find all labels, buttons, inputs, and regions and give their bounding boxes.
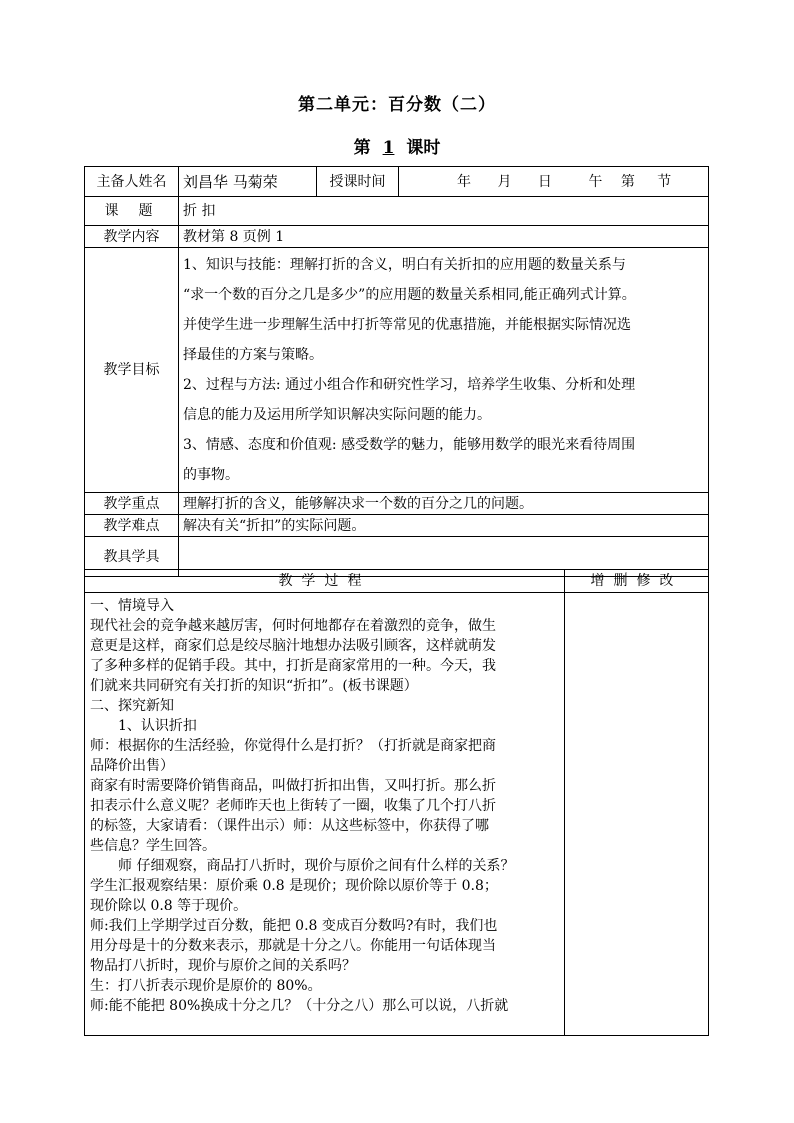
revision-header: 增删修改 bbox=[565, 570, 709, 593]
lesson-suffix: 课时 bbox=[406, 138, 441, 158]
process-line: 品降价出售） bbox=[90, 758, 174, 774]
goal-line: 1、知识与技能：理解打折的含义，明白有关折扣的应用题的数量关系与 bbox=[183, 257, 626, 273]
goal-line: 2、过程与方法: 通过小组合作和研究性学习，培养学生收集、分析和处理 bbox=[183, 377, 636, 393]
date-year: 年 bbox=[457, 173, 471, 190]
process-line: 用分母是十的分数来表示，那就是十分之八。你能用一句话体现当 bbox=[90, 938, 496, 954]
lesson-number bbox=[0, 133, 794, 158]
goal-line: 信息的能力及运用所学知识解决实际问题的能力。 bbox=[183, 407, 491, 423]
content-label: 教学内容 bbox=[85, 226, 179, 248]
process-line: 扣表示什么意义呢？老师昨天也上街转了一圈，收集了几个打八折 bbox=[90, 798, 496, 814]
lesson-num: 1 bbox=[382, 138, 395, 158]
date-period-prefix: 第 bbox=[620, 173, 635, 190]
process-line: 师:能不能把 80%换成十分之几？（十分之八）那么可以说，八折就 bbox=[90, 998, 509, 1014]
process-line: 商家有时需要降价销售商品，叫做打折扣出售，又叫打折。那么折 bbox=[90, 778, 496, 794]
process-line: 1、认识折扣 bbox=[118, 718, 197, 734]
process-line: 了多种多样的促销手段。其中，打折是商家常用的一种。今天，我 bbox=[90, 658, 496, 674]
process-content bbox=[85, 593, 565, 1036]
goal-line: 的事物。 bbox=[183, 467, 239, 483]
goal-line: “求一个数的百分之几是多少”的应用题的数量关系相同,能正确列式计算。 bbox=[183, 287, 636, 303]
date-noon: 午 bbox=[588, 173, 603, 190]
date-day: 日 bbox=[537, 173, 552, 190]
process-line: 师 仔细观察，商品打八折时，现价与原价之间有什么样的关系？ bbox=[118, 858, 515, 874]
process-line: 些信息？学生回答。 bbox=[90, 838, 216, 854]
process-line: 物品打八折时，现价与原价之间的关系吗？ bbox=[90, 958, 356, 974]
process-line: 一、情境导入 bbox=[90, 598, 174, 614]
document-title: 第二单元：百分数（二） bbox=[298, 95, 496, 115]
date-month: 月 bbox=[497, 173, 512, 190]
topic-value: 折 扣 bbox=[179, 197, 709, 226]
goal-line: 3、情感、态度和价值观: 感受数学的魅力，能够用数学的眼光来看待周围 bbox=[183, 437, 636, 453]
topic-label: 课题 bbox=[85, 197, 179, 226]
revision-notes[interactable] bbox=[565, 593, 709, 1036]
goals-label: 教学目标 bbox=[85, 248, 179, 493]
teaching-process-table bbox=[84, 569, 709, 1036]
process-line: 师:我们上学期学过百分数，能把 0.8 变成百分数吗?有时，我们也 bbox=[90, 918, 498, 934]
difficulty-label: 教学难点 bbox=[85, 515, 179, 537]
preparer-label: 主备人姓名 bbox=[85, 167, 179, 197]
process-line: 生：打八折表示现价是原价的 80%。 bbox=[90, 978, 322, 994]
key-point-label: 教学重点 bbox=[85, 493, 179, 515]
process-line: 二、探究新知 bbox=[90, 698, 174, 714]
process-line: 现价除以 0.8 等于现价。 bbox=[90, 898, 248, 914]
key-point-value: 理解打折的含义，能够解决求一个数的百分之几的问题。 bbox=[179, 493, 709, 515]
preparer-value: 刘昌华 马菊荣 bbox=[179, 167, 317, 197]
lesson-info-table bbox=[84, 166, 709, 577]
process-line: 的标签，大家请看：（课件出示）师：从这些标签中，你获得了哪 bbox=[90, 818, 489, 834]
process-line: 现代社会的竞争越来越厉害，何时何地都存在着激烈的竞争，做生 bbox=[90, 618, 496, 634]
goal-line: 并使学生进一步理解生活中打折等常见的优惠措施，并能根据实际情况选 bbox=[183, 317, 631, 333]
process-line: 师：根据你的生活经验，你觉得什么是打折？（打折就是商家把商 bbox=[90, 738, 496, 754]
process-header: 教学过程 bbox=[85, 570, 565, 593]
lesson-prefix: 第 bbox=[353, 138, 371, 158]
date-fields bbox=[399, 167, 709, 197]
process-line: 们就来共同研究有关打折的知识“折扣”。(板书课题） bbox=[90, 678, 418, 694]
process-line: 学生汇报观察结果：原价乘 0.8 是现价；现价除以原价等于 0.8； bbox=[90, 878, 498, 894]
date-period-suffix: 节 bbox=[657, 173, 672, 190]
time-label: 授课时间 bbox=[317, 167, 399, 197]
difficulty-value: 解决有关“折扣”的实际问题。 bbox=[179, 515, 709, 537]
tools-label: 教具学具 bbox=[85, 537, 179, 577]
content-value: 教材第 8 页例 1 bbox=[179, 226, 709, 248]
process-line: 意更是这样，商家们总是绞尽脑汁地想办法吸引顾客，这样就萌发 bbox=[90, 638, 496, 654]
goal-line: 择最佳的方案与策略。 bbox=[183, 347, 323, 363]
goals-cell bbox=[179, 248, 709, 493]
